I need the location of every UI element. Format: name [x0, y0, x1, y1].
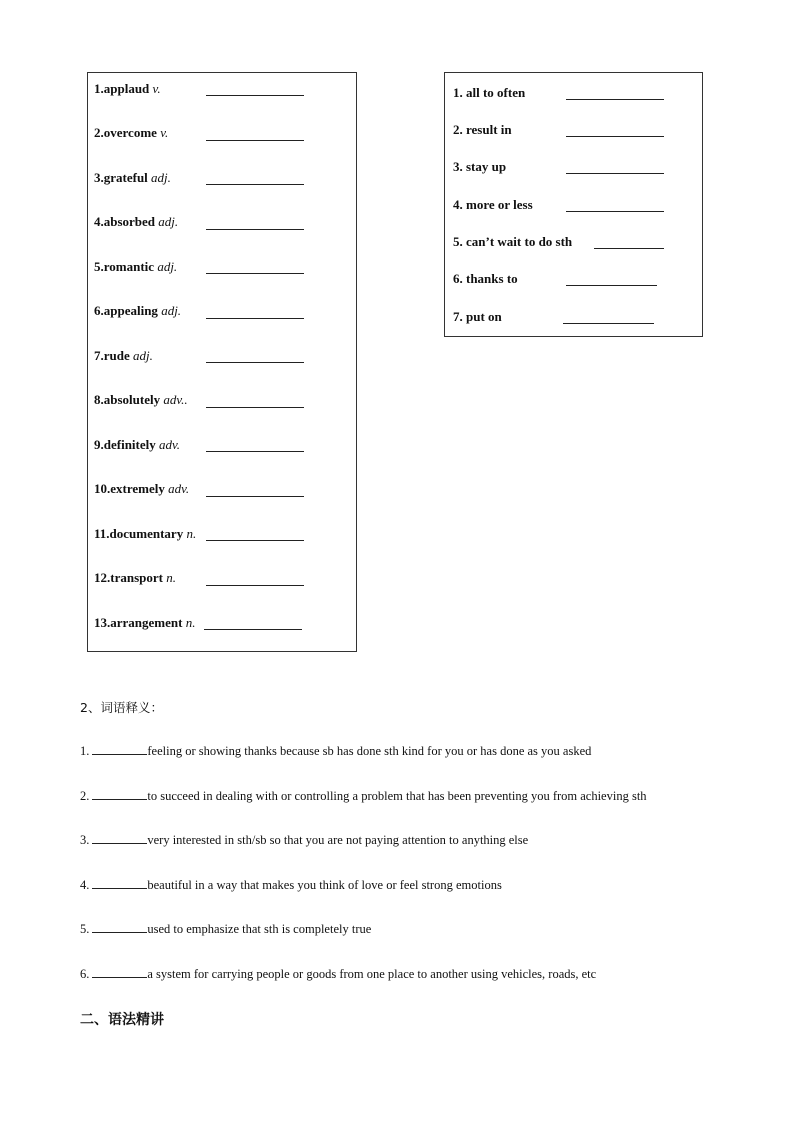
phrase-item: 5. can’t wait to do sth [453, 234, 573, 249]
definition-item: 4. beautiful in a way that makes you think of love or feel strong emotions [80, 878, 502, 892]
section-title: 2、词语释义： [80, 700, 163, 715]
definition-item: 1. feeling or showing thanks because sb has done sth kind for you or has done as you asked [80, 744, 592, 758]
vocab-item: 6.appealing adj. [94, 303, 182, 318]
answer-blank[interactable] [594, 248, 664, 249]
answer-blank[interactable] [566, 99, 664, 100]
phrases-box [444, 72, 703, 337]
vocab-item: 5.romantic adj. [94, 259, 178, 274]
answer-blank[interactable] [206, 407, 304, 408]
answer-blank[interactable] [206, 540, 304, 541]
vocab-item: 9.definitely adv. [94, 437, 181, 452]
answer-blank[interactable] [92, 876, 147, 889]
section-heading: 二、语法精讲 [80, 1012, 164, 1028]
phrase-item: 7. put on [453, 309, 502, 324]
vocab-item: 4.absorbed adj. [94, 214, 179, 229]
phrase-item: 6. thanks to [453, 271, 518, 286]
definition-item: 6. a system for carrying people or goods from one place to another using vehicles, roads, etc [80, 967, 597, 981]
vocab-item: 2.overcome v. [94, 125, 169, 140]
answer-blank[interactable] [92, 920, 147, 933]
vocab-item: 3.grateful adj. [94, 170, 171, 185]
answer-blank[interactable] [563, 323, 654, 324]
answer-blank[interactable] [206, 585, 304, 586]
answer-blank[interactable] [206, 95, 304, 96]
vocab-item: 8.absolutely adv.. [94, 392, 188, 407]
vocab-item: 11.documentary n. [94, 526, 197, 541]
answer-blank[interactable] [204, 629, 302, 630]
vocab-item: 7.rude adj. [94, 348, 153, 363]
answer-blank[interactable] [92, 831, 147, 844]
definition-item: 3. very interested in sth/sb so that you are not paying attention to anything else [80, 833, 529, 847]
answer-blank[interactable] [206, 362, 304, 363]
answer-blank[interactable] [206, 229, 304, 230]
answer-blank[interactable] [566, 173, 664, 174]
vocab-item: 13.arrangement n. [94, 615, 196, 630]
answer-blank[interactable] [206, 496, 304, 497]
phrase-item: 1. all to often [453, 85, 526, 100]
definition-item: 5. used to emphasize that sth is completely true [80, 922, 372, 936]
answer-blank[interactable] [92, 742, 147, 755]
answer-blank[interactable] [206, 273, 304, 274]
vocab-item: 1.applaud v. [94, 81, 161, 96]
phrase-item: 3. stay up [453, 159, 507, 174]
definition-item: 2. to succeed in dealing with or controlling a problem that has been preventing you from achieving sth [80, 789, 647, 803]
answer-blank[interactable] [566, 211, 664, 212]
answer-blank[interactable] [566, 136, 664, 137]
vocab-item: 12.transport n. [94, 570, 176, 585]
answer-blank[interactable] [92, 965, 147, 978]
answer-blank[interactable] [206, 318, 304, 319]
answer-blank[interactable] [566, 285, 657, 286]
phrase-item: 2. result in [453, 122, 512, 137]
phrase-item: 4. more or less [453, 197, 533, 212]
answer-blank[interactable] [206, 140, 304, 141]
answer-blank[interactable] [206, 184, 304, 185]
answer-blank[interactable] [206, 451, 304, 452]
answer-blank[interactable] [92, 787, 147, 800]
vocabulary-box [87, 72, 357, 652]
vocab-item: 10.extremely adv. [94, 481, 190, 496]
